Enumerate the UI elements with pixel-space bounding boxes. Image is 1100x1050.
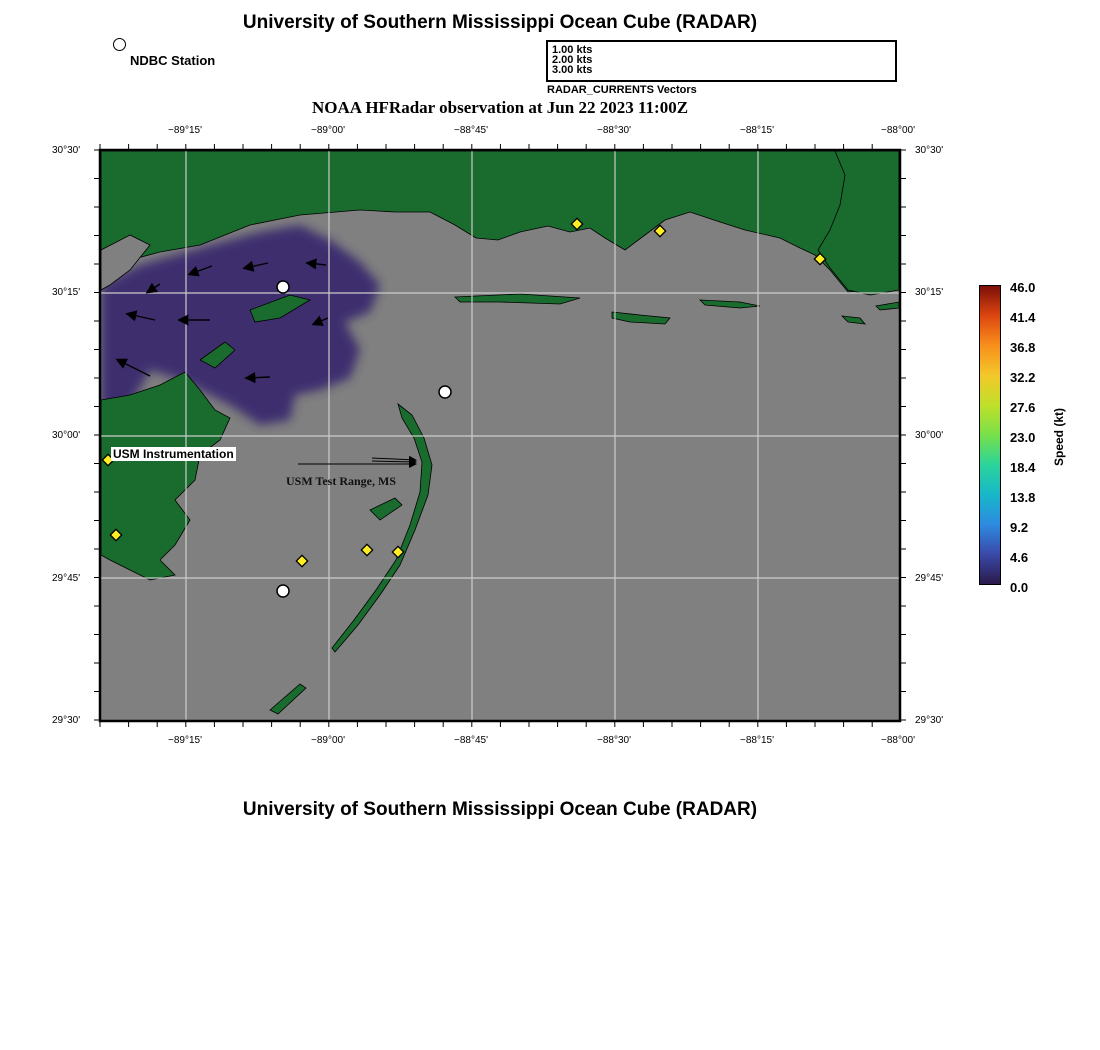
colorbar-tick: 0.0	[1010, 580, 1029, 595]
colorbar-tick: 23.0	[1010, 430, 1036, 445]
ndbc-legend-label: NDBC Station	[130, 53, 216, 68]
colorbar-tick: 32.2	[1010, 370, 1036, 385]
lat-label-left: 30°15'	[52, 287, 81, 298]
lon-label-bottom: −89°15'	[168, 735, 202, 746]
vector-scale-2: 2.00 kts	[552, 54, 593, 66]
figure-title-bottom: University of Southern Mississippi Ocean Cube (RADAR)	[242, 799, 758, 820]
lon-label-top: −89°15'	[168, 125, 202, 136]
lat-label-left: 29°45'	[52, 573, 81, 584]
speed-colorbar	[979, 285, 1001, 585]
map-subtitle: NOAA HFRadar observation at Jun 22 2023 11:00Z	[311, 98, 689, 117]
colorbar-tick: 18.4	[1010, 460, 1036, 475]
lat-label-right: 30°15'	[915, 287, 944, 298]
test-range-label: USM Test Range, MS	[286, 474, 397, 488]
colorbar-tick: 9.2	[1010, 520, 1029, 535]
lat-label-right: 30°30'	[915, 145, 944, 156]
lon-label-top: −88°15'	[740, 125, 774, 136]
colorbar-tick: 36.8	[1010, 340, 1036, 355]
instrumentation-label: USM Instrumentation	[113, 447, 234, 461]
colorbar-tick: 13.8	[1010, 490, 1036, 505]
lat-label-left: 30°30'	[52, 145, 81, 156]
lat-label-left: 29°30'	[52, 715, 81, 726]
lon-label-top: −89°00'	[311, 125, 345, 136]
colorbar-tick: 46.0	[1010, 280, 1036, 295]
lat-label-right: 29°30'	[915, 715, 944, 726]
colorbar-unit-label: Speed (kt)	[1052, 407, 1067, 467]
colorbar-tick: 41.4	[1010, 310, 1036, 325]
lat-label-right: 30°00'	[915, 430, 944, 441]
lon-label-top: −88°45'	[454, 125, 488, 136]
vector-scale-3: 3.00 kts	[552, 64, 593, 76]
lon-label-bottom: −88°30'	[597, 735, 631, 746]
colorbar-tick: 27.6	[1010, 400, 1036, 415]
vectors-caption: RADAR_CURRENTS Vectors	[547, 84, 697, 96]
vector-scale-1: 1.00 kts	[552, 44, 593, 56]
lon-label-bottom: −88°00'	[881, 735, 915, 746]
lon-label-bottom: −89°00'	[311, 735, 345, 746]
ndbc-legend-marker	[113, 38, 126, 51]
lon-label-bottom: −88°15'	[740, 735, 774, 746]
lon-label-bottom: −88°45'	[454, 735, 488, 746]
lon-label-top: −88°00'	[881, 125, 915, 136]
lon-label-top: −88°30'	[597, 125, 631, 136]
colorbar-tick: 4.6	[1010, 550, 1029, 565]
lat-label-right: 29°45'	[915, 573, 944, 584]
vector-scale-legend	[546, 40, 897, 82]
figure-title: University of Southern Mississippi Ocean Cube (RADAR)	[242, 12, 758, 33]
lat-label-left: 30°00'	[52, 430, 81, 441]
